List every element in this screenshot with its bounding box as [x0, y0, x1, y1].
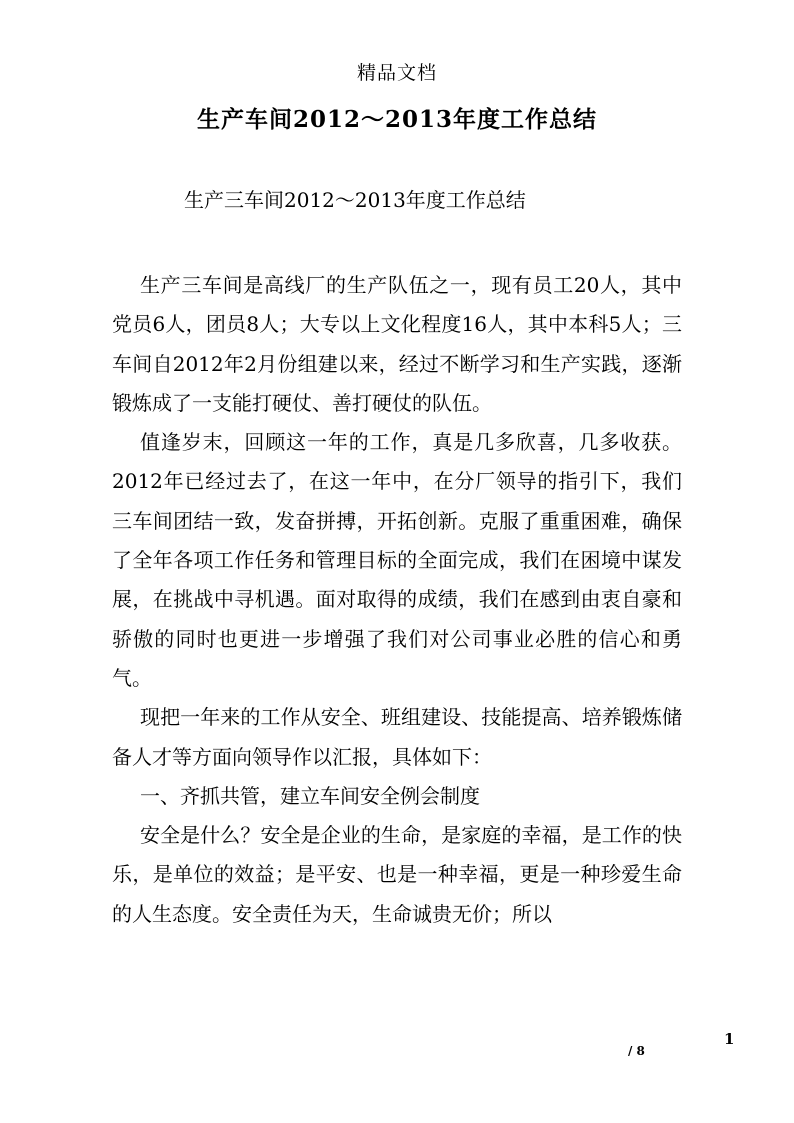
document-subtitle: 生产三车间2012～2013年度工作总结 [184, 188, 526, 212]
header-label: 精品文档 [356, 62, 437, 84]
section-heading: 一、齐抓共管，建立车间安全例会制度 [140, 783, 480, 808]
paragraph: 生产三车间是高线厂的生产队伍之一，现有员工20人，其中党员6人，团员8人；大专以上文化程度16人，其中本科5人；三车间自2012年2月份组建以来，经过不断学习和生产实践，逐渐锻炼成了一支能打硬仗、善打硬仗的队伍。 [112, 273, 682, 415]
paragraph: 安全是什么？安全是企业的生命，是家庭的幸福，是工作的快乐，是单位的效益；是平安、也是一种幸福，更是一种珍爱生命的人生态度。安全责任为天，生命诚贵无价；所以 [112, 823, 682, 926]
document-title: 生产车间2012～2013年度工作总结 [196, 106, 598, 133]
body-text [112, 266, 682, 934]
page-number: 1 [724, 1030, 735, 1048]
paragraph: 现把一年来的工作从安全、班组建设、技能提高、培养锻炼储备人才等方面向领导作以汇报，具体如下： [112, 705, 682, 769]
page-total: / 8 [628, 1044, 645, 1058]
paragraph: 值逢岁末，回顾这一年的工作，真是几多欣喜，几多收获。2012年已经过去了，在这一年中，在分厂领导的指引下，我们三车间团结一致，发奋拼搏，开拓创新。克服了重重困难，确保了全年各项工作任务和管理目标的全面完成，我们在困境中谋发展，在挑战中寻机遇。面对取得的成绩，我们在感到由衷自豪和骄傲的同时也更进一步增强了我们对公司事业必胜的信心和勇气。 [112, 430, 682, 690]
